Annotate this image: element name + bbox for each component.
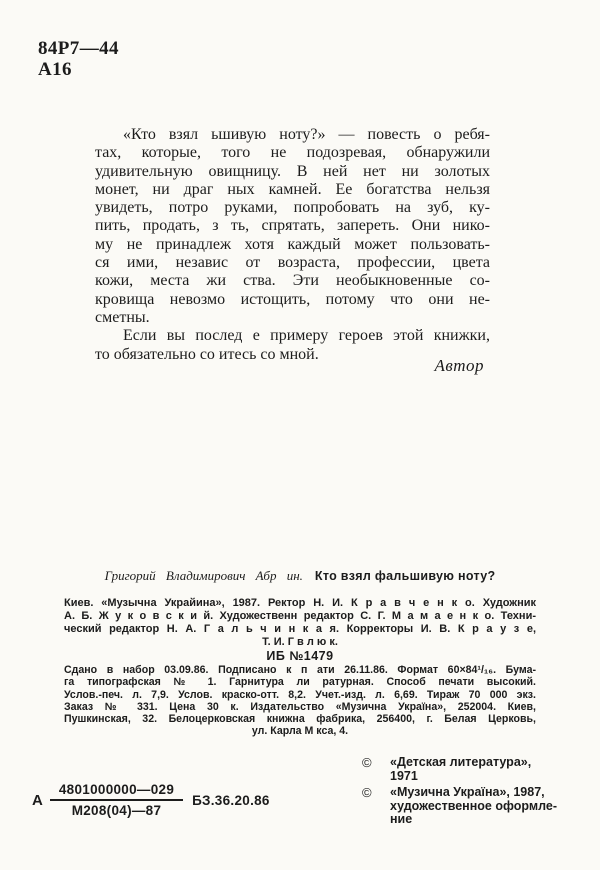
print-info-line: Заказ № 331. Цена 30 к. Издательство «Музична Україна», 252004. Киев, [64, 700, 536, 713]
annotation-line: то обязательно со итесь со мной. [95, 345, 319, 363]
annotation-paragraph [95, 126, 490, 364]
imprint-line: Киев. «Музычна Украйина», 1987. Ректор Н. И. К р а в ч е н к о. Художник [64, 597, 536, 609]
classification-codes [38, 38, 119, 80]
print-info-line: Сдано в набор 03.09.86. Подписано к п ати 26.11.86. Формат 60×84¹/₁₆. Бума- [64, 664, 536, 676]
print-info-line: ул. Карла М кса, 4. [251, 725, 349, 738]
annotation-line: Если вы послед е примеру героев этой книжки, [123, 327, 490, 345]
index-prefix: А [32, 791, 43, 809]
copyright-entry [362, 756, 567, 783]
annotation-line: му не принадлеж хотя каждый может пользовать- [95, 235, 490, 253]
print-info-block [64, 664, 536, 738]
annotation-line: удивительную овищницу. В ней нет ни золотых [95, 162, 490, 180]
catalog-author-name: Григорий Владимирович Абр ин. [104, 568, 303, 583]
print-info-line: Услов.-печ. л. 7,9. Услов. краско-отт. 8,2. Учет.-изд. л. 6,69. Тираж 70 000 экз. [64, 688, 536, 701]
annotation-line: ся ими, независ от возраста, профессии, цвета [95, 254, 490, 272]
author-signature: Автор [434, 356, 484, 375]
annotation-line: увидеть, потро руками, попробовать на зуб, ку- [95, 199, 490, 217]
annotation-line: монет, ни драг ных камней. Ее богатства нельзя [95, 180, 490, 198]
copyright-line: ние [390, 812, 413, 827]
copyright-block [362, 756, 567, 830]
copyright-text [390, 786, 567, 827]
copyright-icon: © [362, 785, 372, 801]
index-numerator: 4801000000—029 [58, 782, 175, 797]
annotation-line: кровища невозмо истощить, потому что они не- [95, 290, 490, 308]
copyright-entry [362, 786, 567, 827]
copyright-line: 1971 [390, 768, 418, 783]
annotation-line: пить, продать, з ть, спрятать, запереть. Они нико- [95, 217, 490, 235]
copyright-icon: © [362, 755, 372, 770]
copyright-line: «Музична Україна», 1987, [390, 785, 545, 800]
index-fraction [50, 782, 183, 818]
copyright-text [390, 756, 567, 783]
annotation-line: тах, которые, того не подозревая, обнаружили [95, 144, 490, 162]
imprint-line: Т. И. Г в л ю к. [262, 636, 338, 648]
index-denominator: М208(04)—87 [50, 799, 183, 818]
bbk-code: 84Р7—44 [38, 38, 119, 59]
copyright-line: «Детская литература», [390, 755, 532, 769]
catalog-entry [50, 568, 550, 584]
annotation-line: кожи, места жи ства. Эти необыкновенные со- [95, 272, 490, 290]
print-info-line: Пушкинская, 32. Белоцерковская книжна фабрика, 256400, г. Белая Церковь, [64, 713, 536, 726]
index-suffix: БЗ.36.20.86 [192, 792, 270, 808]
annotation-line: сметны. [95, 308, 150, 326]
catalog-index [32, 782, 270, 818]
annotation-line: «Кто взял ьшивую ноту?» — повесть о ребя- [123, 126, 490, 143]
catalog-book-title: Кто взял фальшивую ноту? [314, 569, 496, 583]
copyright-line: художественное оформле- [390, 798, 557, 813]
imprint-line: А. Б. Ж у к о в с к и й. Художественн редактор С. Г. М а м а е н к о. Техни- [64, 610, 536, 622]
imprint-block [64, 597, 536, 649]
imprint-line: ческий редактор Н. А. Г а л ь ч и н к а я. Корректоры И. В. К р а у з е, [64, 623, 536, 635]
author-sign-code: А16 [38, 59, 72, 80]
print-info-line: га типографская № 1. Гарнитура ли ратурная. Способ печати высокий. [64, 676, 536, 689]
ib-number: ИБ №1479 [266, 649, 334, 663]
